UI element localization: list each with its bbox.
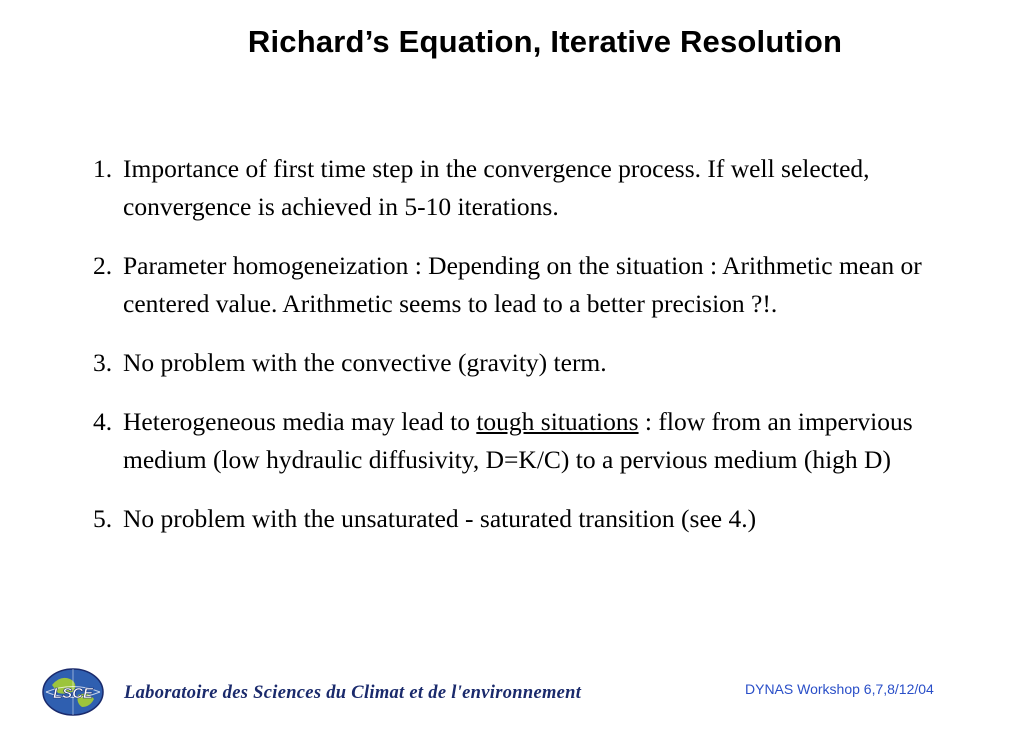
item-number: 3. [93,348,113,377]
item-number: 2. [93,251,113,280]
item-number: 1. [93,154,113,183]
item-text-before: Heterogeneous media may lead to [123,407,477,436]
item-text: No problem with the unsaturated - saturated transition (see 4.) [123,504,757,533]
logo-text: LSCE [52,685,94,702]
item-text: Parameter homogeneization : Depending on the situation : Arithmetic mean or centered value. Arithmetic seems to lead to a better precision ?!. [123,251,922,318]
list-item [90,403,970,479]
list-item [90,150,970,226]
page-title: Richard’s Equation, Iterative Resolution [247,24,843,59]
numbered-list [90,150,970,559]
item-number: 4. [93,407,113,436]
item-number: 5. [93,504,113,533]
item-text: Importance of first time step in the convergence process. If well selected, convergence is achieved in 5-10 iterations. [123,154,870,221]
lab-name: Laboratoire des Sciences du Climat et de l'environnement [124,683,582,703]
lsce-logo [38,667,108,717]
list-item [90,344,970,382]
item-text: No problem with the convective (gravity) term. [123,348,607,377]
workshop-note: DYNAS Workshop 6,7,8/12/04 [745,681,934,697]
list-item [90,247,970,323]
item-text-after: : flow from an impervious medium (low hydraulic diffusivity, D=K/C) to a pervious medium (high D) [123,407,913,474]
underlined-phrase: tough situations [476,407,639,436]
list-item [90,500,970,538]
